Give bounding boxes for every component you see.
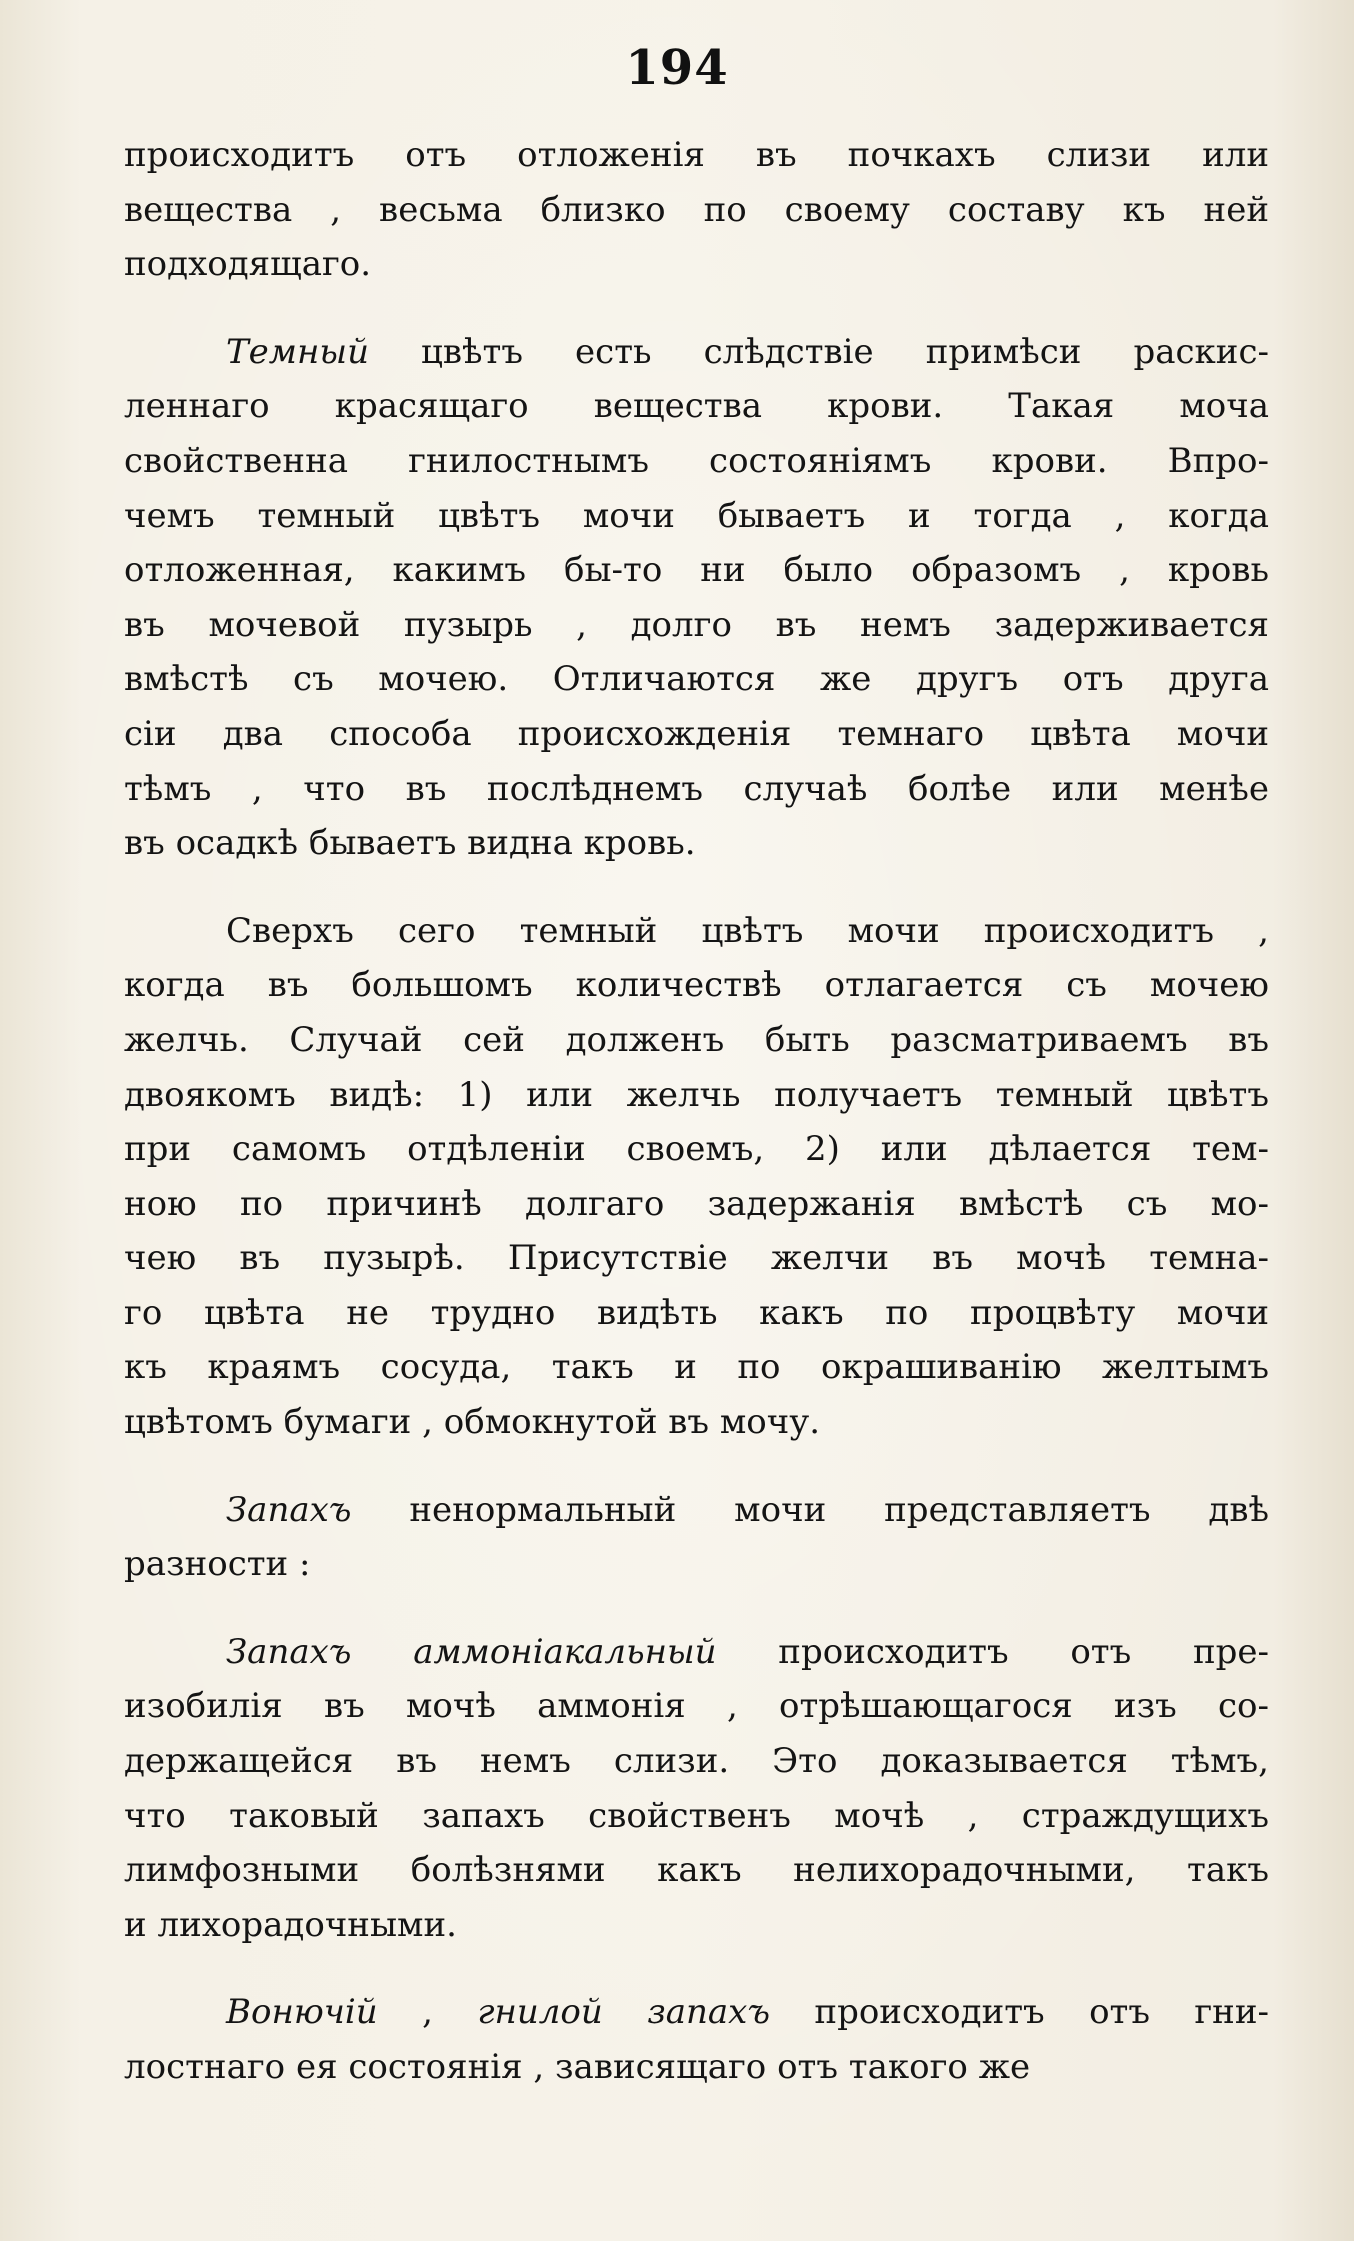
text-line	[124, 1483, 1269, 1538]
text-segment: происходитъ отъ отложенія въ почкахъ слизи или	[124, 135, 1269, 175]
paragraph	[124, 904, 1269, 1450]
text-segment: въ мочевой пузырь , долго въ немъ задерживается	[124, 604, 1269, 645]
text-line	[124, 434, 1269, 489]
text-segment: цвѣтъ есть слѣдствіе примѣси раскис-	[368, 331, 1269, 372]
text-segment: двоякомъ видѣ: 1) или желчь получаетъ темный цвѣтъ	[124, 1074, 1269, 1115]
text-line	[124, 1286, 1269, 1341]
text-segment: вещества , весьма близко по своему составу къ ней	[124, 189, 1269, 230]
text-segment: лостнаго ея состоянія , зависящаго отъ такого же	[124, 2047, 1031, 2087]
text-segment: свойственна гнилостнымъ состояніямъ крови. Впро-	[124, 440, 1269, 481]
text-segment: вмѣстѣ съ мочею. Отличаются же другъ отъ друга	[124, 659, 1269, 700]
paragraph	[124, 1985, 1269, 2094]
text-segment: когда въ большомъ количествѣ отлагается съ мочею	[124, 965, 1269, 1006]
italic-term: Запахъ	[226, 1489, 352, 1530]
italic-term: гнилой запахъ	[477, 1992, 771, 2033]
text-line	[124, 1898, 1269, 1953]
text-line	[124, 325, 1269, 380]
body-text	[124, 128, 1269, 2095]
text-segment: Сверхъ сего темный цвѣтъ мочи происходитъ ,	[226, 910, 1269, 951]
text-line	[124, 1843, 1269, 1898]
text-segment: отложенная, какимъ бы-то ни было образомъ , кровь	[124, 550, 1269, 591]
text-segment: леннаго красящаго вещества крови. Такая моча	[124, 386, 1269, 427]
italic-term: Темный	[226, 331, 369, 372]
text-segment: въ осадкѣ бываетъ видна кровь.	[124, 823, 696, 864]
text-segment: лимфозными болѣзнями какъ нелихорадочными, такъ	[124, 1850, 1269, 1891]
text-line	[124, 1395, 1269, 1450]
text-line	[124, 379, 1269, 434]
text-line	[124, 1340, 1269, 1395]
text-segment: ненормальный мочи представляетъ двѣ	[351, 1489, 1269, 1530]
text-segment: при самомъ отдѣленіи своемъ, 2) или дѣлается тем-	[124, 1129, 1269, 1170]
text-segment: сіи два способа происхожденія темнаго цвѣта мочи	[124, 713, 1269, 754]
text-line	[124, 1231, 1269, 1286]
text-line	[124, 1985, 1269, 2040]
paragraph	[124, 128, 1269, 292]
text-line	[124, 1734, 1269, 1789]
text-line	[124, 1177, 1269, 1232]
text-segment: къ краямъ сосуда, такъ и по окрашиванію желтымъ	[124, 1347, 1269, 1388]
text-line	[124, 652, 1269, 707]
text-segment: тѣмъ , что въ послѣднемъ случаѣ болѣе или менѣе	[124, 768, 1269, 809]
text-line	[124, 816, 1269, 871]
text-line	[124, 1068, 1269, 1123]
text-segment: чемъ темный цвѣтъ мочи бываетъ и тогда , когда	[124, 495, 1269, 536]
text-segment: и лихорадочными.	[124, 1904, 457, 1945]
text-segment: разности :	[124, 1544, 311, 1585]
text-line	[124, 1122, 1269, 1177]
text-segment: желчь. Случай сей долженъ быть разсматриваемъ въ	[124, 1019, 1269, 1060]
paragraph	[124, 325, 1269, 871]
text-segment: происходитъ отъ пре-	[716, 1631, 1269, 1672]
text-line	[124, 237, 1269, 292]
paragraph	[124, 1625, 1269, 1953]
text-segment: ною по причинѣ долгаго задержанія вмѣстѣ съ мо-	[124, 1183, 1269, 1224]
page-number: 194	[625, 40, 729, 96]
text-segment: происходитъ отъ гни-	[770, 1992, 1269, 2033]
text-line	[124, 1789, 1269, 1844]
text-line	[124, 904, 1269, 959]
text-line	[124, 762, 1269, 817]
italic-term: Запахъ аммоніакальный	[226, 1631, 717, 1672]
text-line	[124, 958, 1269, 1013]
text-segment: чею въ пузырѣ. Присутствіе желчи въ мочѣ темна-	[124, 1238, 1269, 1279]
text-segment: держащейся въ немъ слизи. Это доказывается тѣмъ,	[124, 1741, 1269, 1782]
italic-term: Вонючій	[226, 1992, 378, 2033]
text-line	[124, 598, 1269, 653]
text-line	[124, 128, 1269, 183]
text-line	[124, 1625, 1269, 1680]
text-line	[124, 707, 1269, 762]
text-line	[124, 183, 1269, 238]
text-segment: что таковый запахъ свойственъ мочѣ , страждущихъ	[124, 1795, 1269, 1836]
text-segment: цвѣтомъ бумаги , обмокнутой въ мочу.	[124, 1402, 821, 1443]
text-line	[124, 1679, 1269, 1734]
text-segment: изобилія въ мочѣ аммонія , отрѣшающагося изъ со-	[124, 1686, 1269, 1727]
text-line	[124, 2040, 1269, 2095]
text-line	[124, 1537, 1269, 1592]
text-segment: ,	[377, 1992, 478, 2033]
paragraph	[124, 1483, 1269, 1592]
text-segment: подходящаго.	[124, 244, 372, 285]
text-line	[124, 1013, 1269, 1068]
text-line	[124, 489, 1269, 544]
text-segment: го цвѣта не трудно видѣть какъ по процвѣту мочи	[124, 1292, 1269, 1333]
text-line	[124, 543, 1269, 598]
